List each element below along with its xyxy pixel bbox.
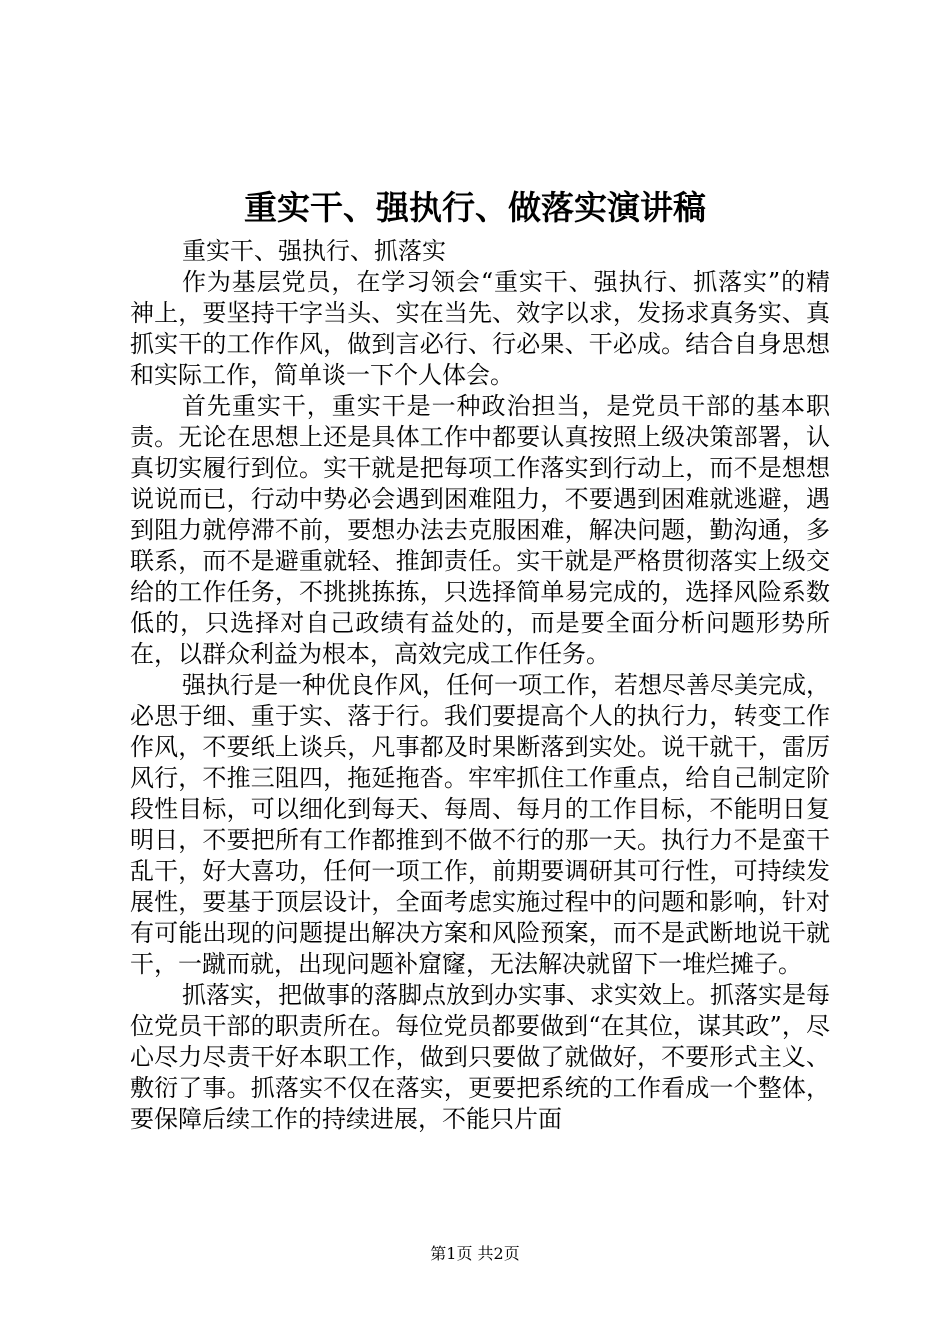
document-title: 重实干、强执行、做落实演讲稿 bbox=[244, 188, 706, 227]
paragraph-subtitle: 重实干、强执行、抓落实 bbox=[182, 237, 446, 265]
paragraph-luoshi: 抓落实，把做事的落脚点放到办实事、求实效上。抓落实是每位党员干部的职责所在。每位党员都要做到“在其位，谋其政”，尽心尽力尽责干好本职工作，做到只要做了就做好，不要形式主义、敷衍了事。抓落实不仅在落实，更要把系统的工作看成一个整体，要保障后续工作的持续进展，不能只片面 bbox=[130, 981, 830, 1133]
paragraph-shigan: 首先重实干，重实干是一种政治担当，是党员干部的基本职责。无论在思想上还是具体工作中都要认真按照上级决策部署，认真切实履行到位。实干就是把每项工作落实到行动上，而不是想想说说而已，行动中势必会遇到困难阻力，不要遇到困难就逃避，遇到阻力就停滞不前，要想办法去克服困难，解决问题，勤沟通，多联系，而不是避重就轻、推卸责任。实干就是严格贯彻落实上级交给的工作任务，不挑挑拣拣，只选择简单易完成的，选择风险系数低的，只选择对自己政绩有益处的，而是要全面分析问题形势所在，以群众利益为根本，高效完成工作任务。 bbox=[130, 392, 830, 668]
document-body bbox=[130, 236, 830, 1135]
page-footer: 第1页 共2页 bbox=[430, 1244, 520, 1263]
paragraph-intro: 作为基层党员，在学习领会“重实干、强执行、抓落实”的精神上，要坚持干字当头、实在当先、效字以求，发扬求真务实、真抓实干的工作作风，做到言必行、行必果、干必成。结合自身思想和实际工作，简单谈一下个人体会。 bbox=[130, 268, 830, 389]
paragraph-zhixing: 强执行是一种优良作风，任何一项工作，若想尽善尽美完成，必思于细、重于实、落于行。我们要提高个人的执行力，转变工作作风，不要纸上谈兵，凡事都及时果断落到实处。说干就干，雷厉风行，不推三阻四，拖延拖沓。牢牢抓住工作重点，给自己制定阶段性目标，可以细化到每天、每周、每月的工作目标，不能明日复明日，不要把所有工作都推到不做不行的那一天。执行力不是蛮干乱干，好大喜功，任何一项工作，前期要调研其可行性，可持续发展性，要基于顶层设计，全面考虑实施过程中的问题和影响，针对有可能出现的问题提出解决方案和风险预案，而不是武断地说干就干，一蹴而就，出现问题补窟窿，无法解决就留下一堆烂摊子。 bbox=[130, 671, 830, 978]
